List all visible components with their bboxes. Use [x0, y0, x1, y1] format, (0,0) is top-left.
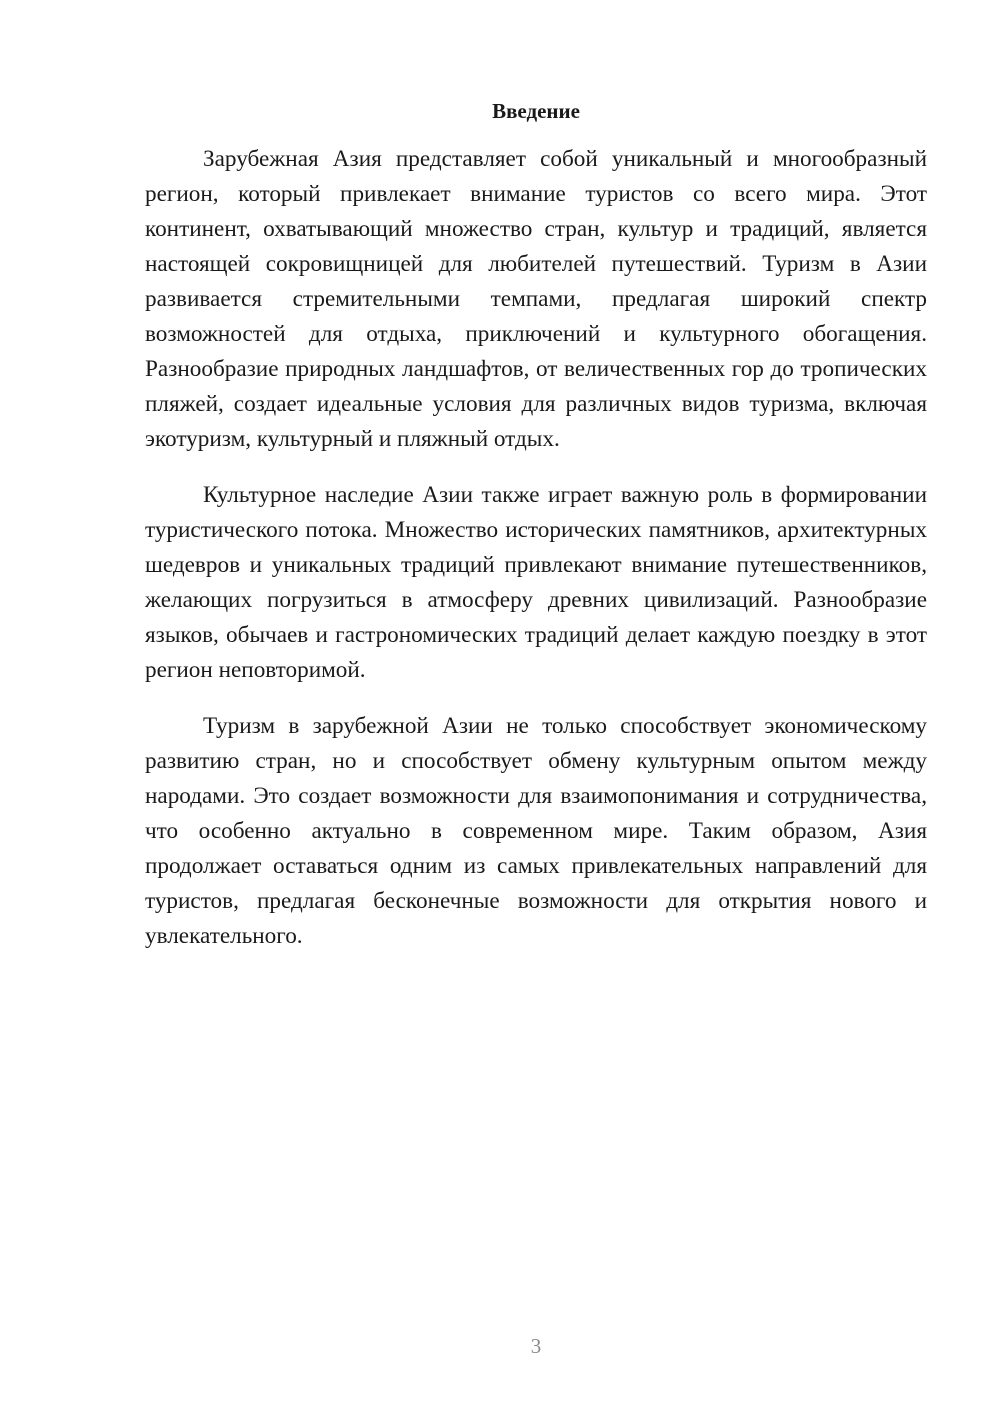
paragraph-2: Культурное наследие Азии также играет важную роль в формировании туристического потока. Множество исторических памятников, архитектурных шедевров и уникальных традиций привлекают внимание путешественников, желающих погрузиться в атмосферу древних цивилизаций. Разнообразие языков, обычаев и гастрономических традиций делает каждую поездку в этот регион неповторимой. — [145, 482, 927, 683]
page-number: 3 — [530, 1334, 542, 1358]
paragraph-3: Туризм в зарубежной Азии не только способствует экономическому развитию стран, но и способствует обмену культурным опытом между народами. Это создает возможности для взаимопонимания и сотрудничества, что особенно актуально в современном мире. Таким образом, Азия продолжает оставаться одним из самых привлекательных направлений для туристов, предлагая бесконечные возможности для открытия нового и увлекательного. — [145, 713, 927, 949]
paragraph-1: Зарубежная Азия представляет собой уникальный и многообразный регион, который привлекает внимание туристов со всего мира. Этот континент, охватывающий множество стран, культур и традиций, является настоящей сокровищницей для любителей путешествий. Туризм в Азии развивается стремительными темпами, предлагая широкий спектр возможностей для отдыха, приключений и культурного обогащения. Разнообразие природных ландшафтов, от величественных гор до тропических пляжей, создает идеальные условия для различных видов туризма, включая экотуризм, культурный и пляжный отдых. — [145, 146, 927, 452]
body-text — [145, 142, 927, 975]
page-title: Введение — [492, 99, 580, 123]
